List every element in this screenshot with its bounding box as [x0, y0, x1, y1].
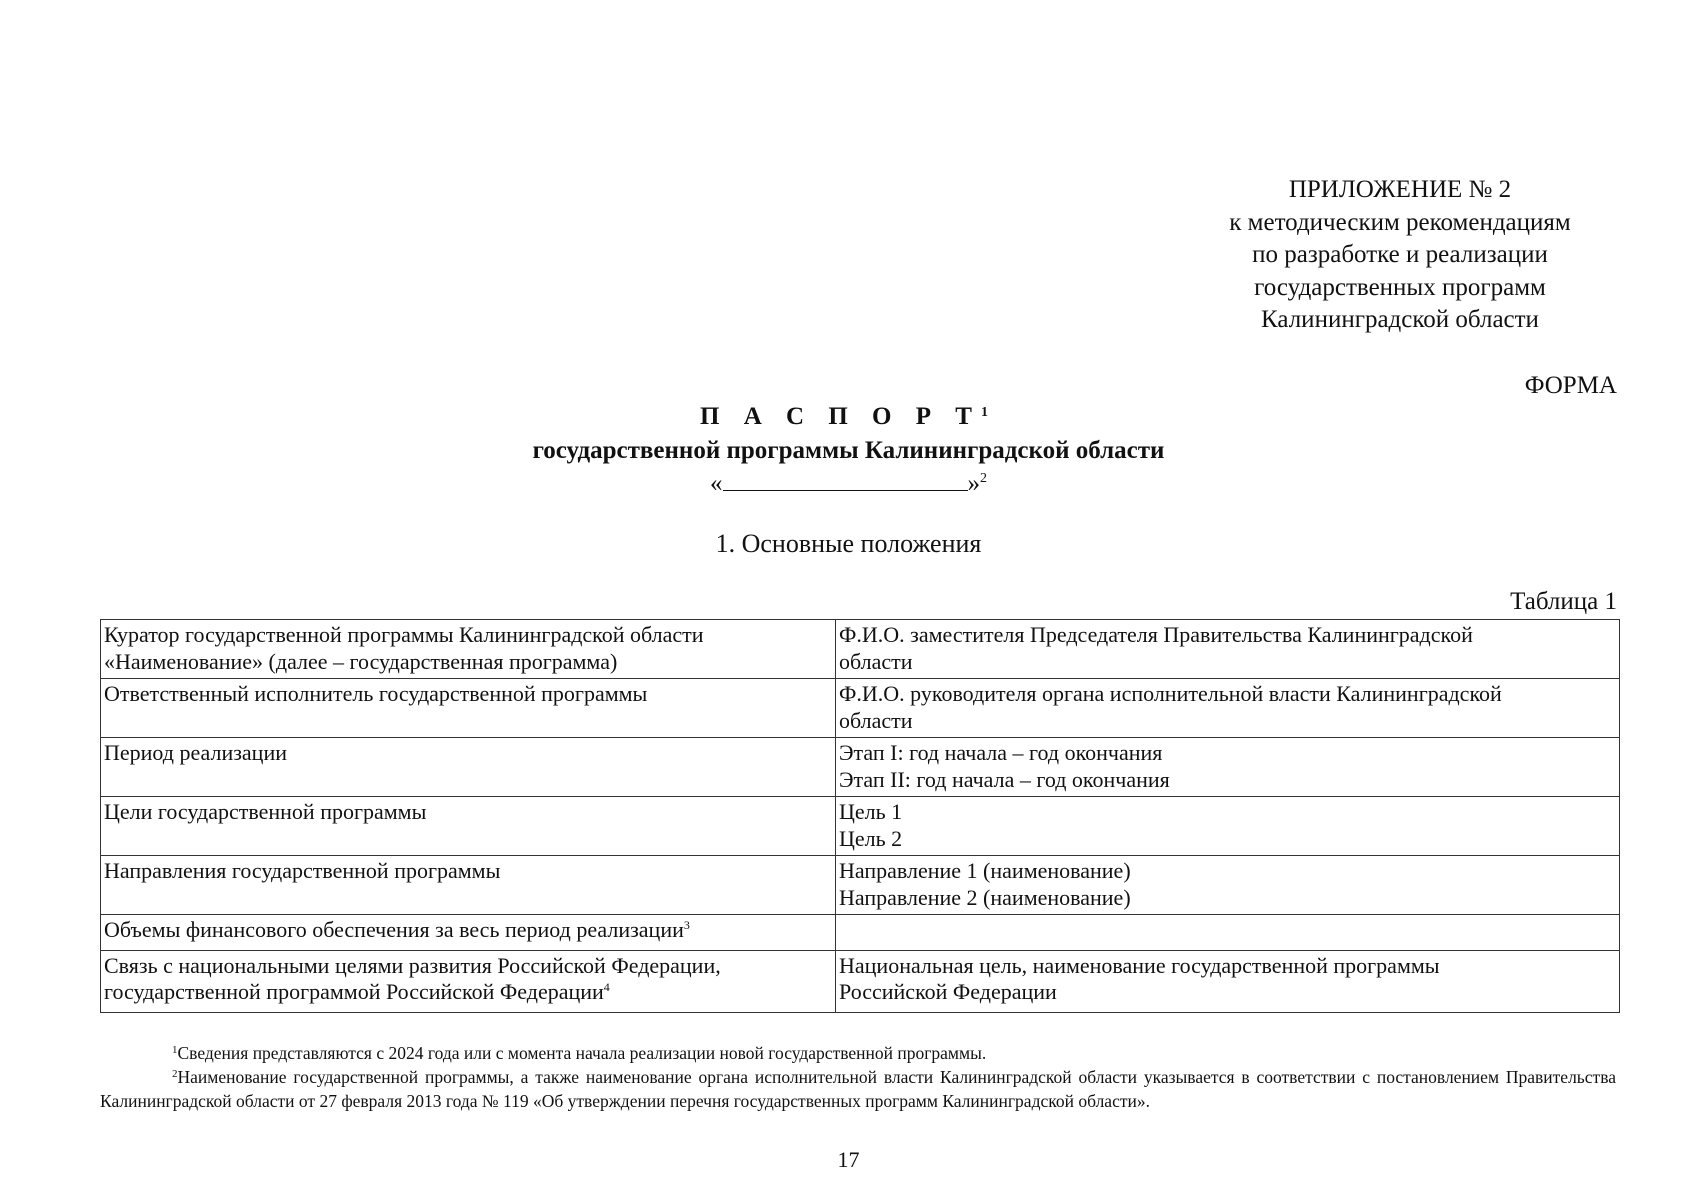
- appendix-line: Калининградской области: [1261, 306, 1539, 333]
- row-label-line: [104, 917, 832, 947]
- row-value-line: Ф.И.О. заместителя Председателя Правительства Калининградской: [839, 622, 1473, 647]
- row-value-line: Ф.И.О. руководителя органа исполнительной власти Калининградской: [839, 681, 1502, 706]
- document-title: [0, 400, 1697, 499]
- row-value-line: области: [839, 648, 913, 674]
- row-label-cell: [101, 679, 836, 738]
- form-label: ФОРМА: [1524, 372, 1617, 399]
- appendix-line: ПРИЛОЖЕНИЕ № 2: [1288, 176, 1512, 203]
- row-value-line: Этап I: год начала – год окончания: [839, 740, 1163, 765]
- row-label-line: [104, 740, 832, 767]
- table-body: [101, 620, 1620, 1013]
- row-label-text: Цели государственной программы: [104, 799, 427, 824]
- table-row: [101, 950, 1620, 1012]
- row-label-line: [104, 953, 832, 980]
- row-label-line: [104, 649, 832, 676]
- row-value-line: Национальная цель, наименование государственной программы: [839, 952, 1440, 978]
- row-label-line: [104, 681, 832, 708]
- appendix-block: [1200, 174, 1600, 337]
- row-value-line: Российской Федерации: [839, 979, 1057, 1004]
- row-label-text: Связь с национальными целями развития Российской Федерации,: [104, 952, 721, 978]
- appendix-line: по разработке и реализации: [1252, 241, 1548, 268]
- table-row: [101, 915, 1620, 951]
- page-number: 17: [837, 1147, 860, 1172]
- row-value-cell: [836, 856, 1620, 915]
- row-value-cell: [836, 738, 1620, 797]
- table-row: [101, 856, 1620, 915]
- row-value-line: Направление 1 (наименование): [839, 858, 1131, 883]
- row-label-cell: [101, 797, 836, 856]
- footnote-ref: 2: [980, 471, 987, 486]
- footnote: [100, 1067, 1616, 1112]
- footnote-text: Наименование государственной программы, а также наименование органа исполнительной власти Калининградской области указывается в соответствии с постановлением Правительства Калининградской области от 27 февраля 2013 года № 119 «Об утверждении перечня государственных программ Калининградской области».: [100, 1067, 1616, 1111]
- table-row: [101, 620, 1620, 679]
- footnote-mark: 1: [172, 1044, 178, 1056]
- appendix-line: к методическим рекомендациям: [1229, 208, 1571, 236]
- row-value-cell: [836, 797, 1620, 856]
- row-value-line: Этап II: год начала – год окончания: [839, 766, 1170, 792]
- section-title: 1. Основные положения: [715, 529, 982, 558]
- row-label-text: Куратор государственной программы Калининградской области: [104, 622, 704, 647]
- row-label-cell: [101, 856, 836, 915]
- row-label-text: Объемы финансового обеспечения за весь период реализации: [104, 917, 684, 942]
- row-value-line: области: [839, 707, 913, 733]
- row-label-text: Ответственный исполнитель государственной программы: [104, 681, 648, 706]
- table-row: [101, 797, 1620, 856]
- row-value-line: Цель 1: [839, 799, 903, 824]
- passport-heading: [0, 400, 1697, 434]
- footnote-ref: 4: [603, 980, 610, 994]
- passport-heading-text: П А С П О Р Т: [700, 403, 981, 430]
- row-label-cell: [101, 915, 836, 951]
- footnote-text: Сведения представляются с 2024 года или с момента начала реализации новой государственной программы.: [177, 1043, 987, 1063]
- table-caption: Таблица 1: [1510, 588, 1617, 615]
- row-value-line: Направление 2 (наименование): [839, 884, 1131, 910]
- footnote: [100, 1043, 1616, 1067]
- row-label-line: [104, 799, 832, 826]
- footnotes: [100, 1043, 1616, 1112]
- blank-line: [723, 468, 968, 491]
- row-label-cell: [101, 738, 836, 797]
- row-value-cell: [836, 915, 1620, 951]
- quote-open: «: [710, 470, 723, 497]
- row-label-text: Направления государственной программы: [104, 858, 501, 883]
- row-label-text: государственной программой Российской Федерации: [104, 979, 604, 1004]
- passport-table: [100, 619, 1620, 1013]
- row-label-text: «Наименование» (далее – государственная программа): [104, 648, 618, 674]
- appendix-line: государственных программ: [1254, 273, 1546, 301]
- row-label-cell: [101, 950, 836, 1012]
- row-label-line: [104, 622, 832, 649]
- row-value-line: Цель 2: [839, 825, 903, 851]
- table-row: [101, 738, 1620, 797]
- row-label-cell: [101, 620, 836, 679]
- row-value-cell: [836, 950, 1620, 1012]
- row-label-line: [104, 979, 832, 1009]
- row-value-cell: [836, 620, 1620, 679]
- table-row: [101, 679, 1620, 738]
- footnote-ref: 1: [980, 405, 997, 420]
- quote-close: »: [967, 470, 980, 497]
- row-label-text: Период реализации: [104, 740, 288, 765]
- program-name-blank: [0, 468, 1697, 499]
- row-label-line: [104, 858, 832, 885]
- footnote-ref: 3: [683, 918, 690, 932]
- footnote-mark: 2: [172, 1068, 178, 1080]
- row-value-cell: [836, 679, 1620, 738]
- program-heading: государственной программы Калининградской области: [532, 437, 1165, 464]
